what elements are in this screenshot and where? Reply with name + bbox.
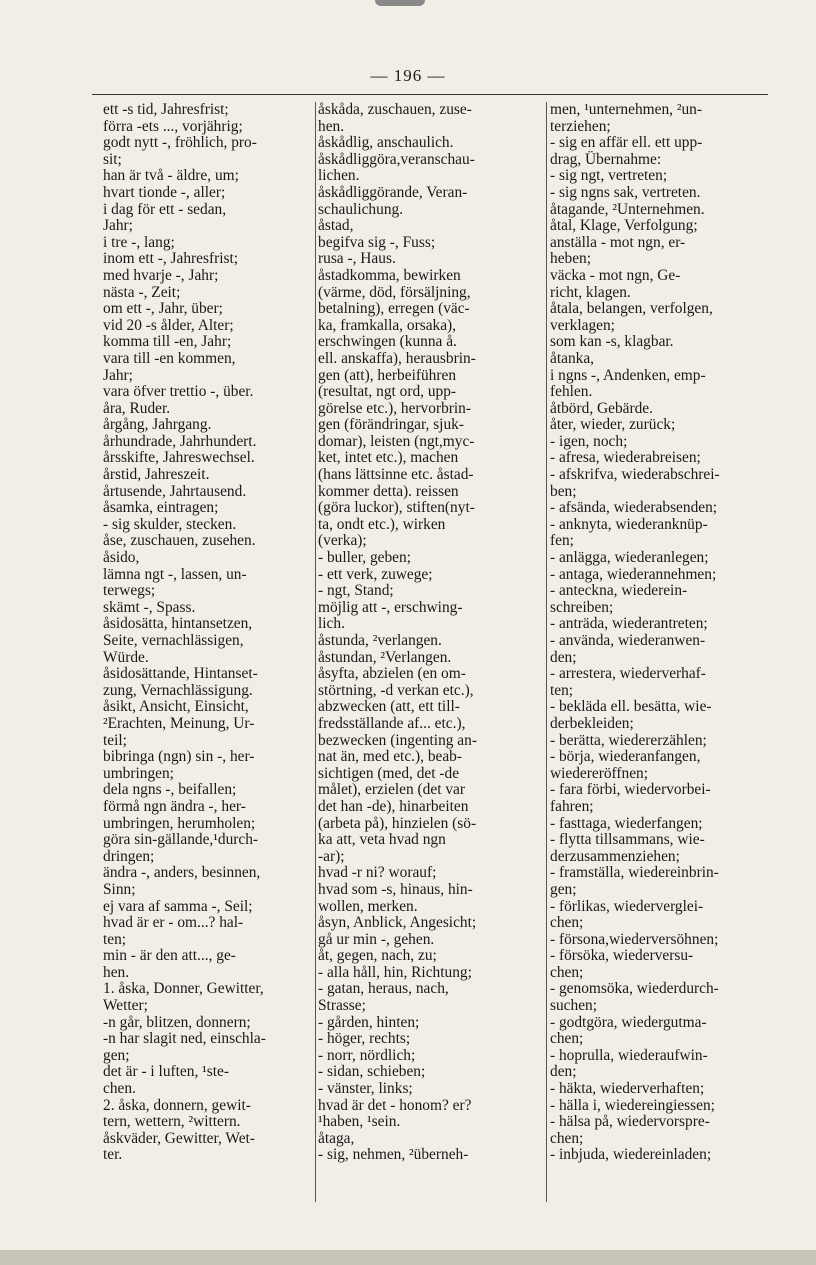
entry-line: åtala, belangen, verfolgen, — [550, 300, 713, 318]
entry-line: årstid, Jahreszeit. — [103, 466, 210, 484]
entry-line: i tre -, lang; — [103, 233, 175, 251]
entry-line: terwegs; — [103, 582, 156, 600]
entry-line: - sig ngns sak, vertreten. — [550, 183, 701, 201]
entry-line: vid 20 -s ålder, Alter; — [103, 316, 234, 334]
entry-line: åtal, Klage, Verfolgung; — [550, 217, 698, 235]
entry-line: betalning), erregen (väc- — [318, 300, 470, 318]
entry-line: men, ¹unternehmen, ²un- — [550, 101, 702, 118]
entry-line: min - är den att..., ge- — [103, 947, 236, 965]
entry-line: - sig en affär ell. ett upp- — [550, 134, 703, 152]
entry-line: verklagen; — [550, 316, 615, 334]
entry-line: terziehen; — [550, 117, 611, 135]
entry-line: bezwecken (ingenting an- — [318, 731, 477, 749]
entry-line: ten; — [103, 930, 127, 948]
entry-line: - godtgöra, wiedergutma- — [550, 1013, 707, 1031]
entry-line: kommer detta). reissen — [318, 482, 459, 500]
entry-line: fen; — [550, 532, 574, 550]
entry-line: århundrade, Jahrhundert. — [103, 432, 257, 450]
entry-line: tern, wettern, ²wittern. — [103, 1113, 241, 1131]
entry-line: abzwecken (att, ett till- — [318, 698, 460, 716]
entry-line: derzusammenziehen; — [550, 847, 680, 865]
entry-line: dringen; — [103, 847, 155, 865]
entry-line: - hälla i, wiedereingiessen; — [550, 1096, 715, 1114]
entry-line: - fara förbi, wiedervorbei- — [550, 781, 711, 799]
entry-line: wollen, merken. — [318, 897, 418, 915]
entry-line: - häkta, wiederverhaften; — [550, 1080, 705, 1098]
entry-line: gen (förändringar, sjuk- — [318, 416, 464, 434]
entry-line: lämna ngt -, lassen, un- — [103, 565, 247, 583]
entry-line: vara till -en kommen, — [103, 349, 236, 367]
entry-line: hvad som -s, hinaus, hin- — [318, 880, 473, 898]
entry-line: åtaga, — [318, 1129, 355, 1147]
entry-line: ka att, veta hvad ngn — [318, 831, 446, 849]
entry-line: väcka - mot ngn, Ge- — [550, 266, 681, 284]
entry-line: - ngt, Stand; — [318, 582, 394, 600]
entry-line: hvad är det - honom? er? — [318, 1096, 472, 1114]
entry-line: godt nytt -, fröhlich, pro- — [103, 134, 257, 152]
entry-line: domar), leisten (ngt,myc- — [318, 432, 475, 450]
entry-line: - alla håll, hin, Richtung; — [318, 963, 472, 981]
entry-line: erschwingen (kunna å. — [318, 333, 457, 351]
entry-line: - berätta, wiedererzählen; — [550, 731, 707, 749]
entry-line: den; — [550, 1063, 577, 1081]
entry-line: hen. — [318, 117, 345, 135]
entry-line: lichen. — [318, 167, 360, 185]
entry-line: åra, Ruder. — [103, 399, 171, 417]
entry-line: ell. anskaffa), herausbrin- — [318, 349, 476, 367]
entry-line: med hvarje -, Jahr; — [103, 266, 219, 284]
entry-line: gen; — [103, 1046, 130, 1064]
entry-line: ter. — [103, 1146, 123, 1164]
entry-line: umbringen, herumholen; — [103, 814, 256, 832]
entry-line: Wetter; — [103, 997, 148, 1015]
entry-line: zung, Vernachlässigung. — [103, 681, 253, 699]
entry-line: (verka); — [318, 532, 367, 550]
entry-line: 1. åska, Donner, Gewitter, — [103, 980, 264, 998]
entry-line: hvad är er - om...? hal- — [103, 914, 244, 932]
entry-line: richt, klagen. — [550, 283, 631, 301]
entry-line: - anträda, wiederantreten; — [550, 615, 708, 633]
entry-line: - höger, rechts; — [318, 1030, 411, 1048]
entry-line: - börja, wiederanfangen, — [550, 748, 701, 766]
entry-line: chen; — [550, 1129, 584, 1147]
column-divider — [546, 102, 547, 1202]
dictionary-column-3 — [550, 102, 772, 1164]
entry-line: som kan -s, klagbar. — [550, 333, 674, 351]
entry-line: - vänster, links; — [318, 1080, 413, 1098]
entry-line: inom ett -, Jahresfrist; — [103, 250, 239, 268]
entry-line: åstad, — [318, 217, 354, 235]
entry-line: derbekleiden; — [550, 714, 634, 732]
entry-line: rusa -, Haus. — [318, 250, 396, 268]
entry-line: - antaga, wiederannehmen; — [550, 565, 717, 583]
entry-line: sichtigen (med, det -de — [318, 764, 460, 782]
entry-line: åskväder, Gewitter, Wet- — [103, 1129, 255, 1147]
entry-line: åter, wieder, zurück; — [550, 416, 676, 434]
entry-line: Strasse; — [318, 997, 366, 1015]
entry-line: - förlikas, wiederverglei- — [550, 897, 704, 915]
entry-line: - flytta tillsammans, wie- — [550, 831, 705, 849]
entry-line: åskådlig, anschaulich. — [318, 134, 454, 152]
entry-line: - gatan, heraus, nach, — [318, 980, 449, 998]
entry-line: Sinn; — [103, 880, 136, 898]
entry-line: - afsända, wiederabsenden; — [550, 499, 718, 517]
entry-line: 2. åska, donnern, gewit- — [103, 1096, 251, 1114]
entry-line: - igen, noch; — [550, 432, 628, 450]
entry-line: årsskifte, Jahreswechsel. — [103, 449, 255, 467]
entry-line: (värme, död, försäljning, — [318, 283, 471, 301]
entry-line: chen; — [550, 963, 584, 981]
entry-line: målet), erzielen (det var — [318, 781, 465, 799]
entry-line: ben; — [550, 482, 577, 500]
entry-line: ¹haben, ¹sein. — [318, 1113, 401, 1131]
entry-line: ket, intet etc.), machen — [318, 449, 459, 467]
dictionary-column-1 — [103, 102, 311, 1164]
entry-line: - arrestera, wiederverhaf- — [550, 665, 706, 683]
entry-line: dela ngns -, beifallen; — [103, 781, 237, 799]
entry-line: -ar); — [318, 847, 345, 865]
entry-line: gå ur min -, gehen. — [318, 930, 435, 948]
entry-line: - buller, geben; — [318, 549, 411, 567]
entry-line: gen (att), herbeiführen — [318, 366, 457, 384]
column-divider — [315, 102, 316, 1202]
entry-line: (arbeta på), hinzielen (sö- — [318, 814, 477, 832]
entry-line: suchen; — [550, 997, 598, 1015]
entry-line: chen; — [550, 914, 584, 932]
entry-line: i ngns -, Andenken, emp- — [550, 366, 706, 384]
entry-line: det är - i luften, ¹ste- — [103, 1063, 229, 1081]
entry-line: åskådliggörande, Veran- — [318, 183, 468, 201]
entry-line: Jahr; — [103, 217, 133, 235]
entry-line: - anknyta, wiederanknüp- — [550, 515, 708, 533]
entry-line: schreiben; — [550, 598, 614, 616]
entry-line: årtusende, Jahrtausend. — [103, 482, 247, 500]
entry-line: (resultat, ngt ord, upp- — [318, 383, 457, 401]
entry-line: åse, zuschauen, zusehen. — [103, 532, 256, 550]
entry-line: ta, ondt etc.), wirken — [318, 515, 446, 533]
entry-line: nästa -, Zeit; — [103, 283, 181, 301]
entry-line: åsidosätta, hintansetzen, — [103, 615, 253, 633]
entry-line: ej vara af samma -, Seil; — [103, 897, 253, 915]
entry-line: hvart tionde -, aller; — [103, 183, 226, 201]
entry-line: åsamka, eintragen; — [103, 499, 219, 517]
entry-line: åt, gegen, nach, zu; — [318, 947, 437, 965]
entry-line: åsyn, Anblick, Angesicht; — [318, 914, 477, 932]
entry-line: wiedereröffnen; — [550, 764, 648, 782]
entry-line: - försöka, wiederversu- — [550, 947, 694, 965]
entry-line: åskåda, zuschauen, zuse- — [318, 101, 472, 118]
entry-line: åsido, — [103, 549, 140, 567]
entry-line: årgång, Jahrgang. — [103, 416, 212, 434]
entry-line: ett -s tid, Jahresfrist; — [103, 101, 229, 118]
entry-line: fahren; — [550, 797, 594, 815]
entry-line: åsyfta, abzielen (en om- — [318, 665, 466, 683]
entry-line: möjlig att -, erschwing- — [318, 598, 463, 616]
entry-line: fredsställande af... etc.), — [318, 714, 466, 732]
entry-line: - anlägga, wiederanlegen; — [550, 549, 709, 567]
entry-line: heben; — [550, 250, 592, 268]
entry-line: - afskrifva, wiederabschrei- — [550, 466, 720, 484]
entry-line: -n har slagit ned, einschla- — [103, 1030, 266, 1048]
entry-line: den; — [550, 648, 577, 666]
entry-line: det han -de), hinarbeiten — [318, 797, 469, 815]
entry-line: - genomsöka, wiederdurch- — [550, 980, 719, 998]
entry-line: åtbörd, Gebärde. — [550, 399, 653, 417]
entry-line: han är två - äldre, um; — [103, 167, 239, 185]
entry-line: - sig, nehmen, ²überneh- — [318, 1146, 469, 1164]
entry-line: - fasttaga, wiederfangen; — [550, 814, 703, 832]
entry-line: åstundan, ²Verlangen. — [318, 648, 452, 666]
entry-line: teil; — [103, 731, 127, 749]
entry-line: Würde. — [103, 648, 149, 666]
entry-line: anställa - mot ngn, er- — [550, 233, 686, 251]
entry-line: görelse etc.), hervorbrin- — [318, 399, 471, 417]
entry-line: - hälsa på, wiedervorspre- — [550, 1113, 710, 1131]
entry-line: skämt -, Spass. — [103, 598, 196, 616]
entry-line: drag, Übernahme: — [550, 150, 662, 168]
entry-line: - använda, wiederanwen- — [550, 632, 706, 649]
entry-line: förmå ngn ändra -, her- — [103, 797, 246, 815]
entry-line: chen; — [550, 1030, 584, 1048]
entry-line: -n går, blitzen, donnern; — [103, 1013, 251, 1031]
entry-line: ändra -, anders, besinnen, — [103, 864, 261, 882]
entry-line: (hans lättsinne etc. åstad- — [318, 466, 474, 484]
entry-line: vara öfver trettio -, über. — [103, 383, 254, 401]
entry-line: fehlen. — [550, 383, 593, 401]
entry-line: - hoprulla, wiederaufwin- — [550, 1046, 708, 1064]
entry-line: - anteckna, wiederein- — [550, 582, 688, 600]
entry-line: ²Erachten, Meinung, Ur- — [103, 714, 255, 732]
entry-line: i dag för ett - sedan, — [103, 200, 227, 218]
dictionary-column-2 — [318, 102, 540, 1164]
entry-line: lich. — [318, 615, 345, 633]
entry-line: - sig ngt, vertreten; — [550, 167, 668, 185]
entry-line: åtagande, ²Unternehmen. — [550, 200, 705, 218]
entry-line: (göra luckor), stiften(nyt- — [318, 499, 475, 517]
entry-line: göra sin-gällande,¹durch- — [103, 831, 259, 849]
entry-line: - inbjuda, wiedereinladen; — [550, 1146, 712, 1164]
entry-line: Jahr; — [103, 366, 133, 384]
entry-line: gen; — [550, 880, 577, 898]
entry-line: begifva sig -, Fuss; — [318, 233, 436, 251]
entry-line: - afresa, wiederabreisen; — [550, 449, 701, 467]
scan-blot — [375, 0, 425, 6]
entry-line: åskådliggöra,veranschau- — [318, 150, 475, 168]
entry-line: chen. — [103, 1080, 136, 1098]
entry-line: nat än, med etc.), beab- — [318, 748, 463, 766]
entry-line: - framställa, wiedereinbrin- — [550, 864, 719, 882]
entry-line: Seite, vernachlässigen, — [103, 632, 244, 649]
entry-line: störtning, -d verkan etc.), — [318, 681, 474, 699]
entry-line: - försona,wiederversöhnen; — [550, 930, 719, 948]
entry-line: hen. — [103, 963, 130, 981]
entry-line: - ett verk, zuwege; — [318, 565, 433, 583]
entry-line: om ett -, Jahr, über; — [103, 300, 223, 318]
entry-line: ka, framkalla, orsaka), — [318, 316, 457, 334]
entry-line: förra -ets ..., vorjährig; — [103, 117, 243, 135]
header-rule — [92, 94, 768, 95]
entry-line: bibringa (ngn) sin -, her- — [103, 748, 255, 766]
page-edge — [0, 1250, 816, 1265]
entry-line: åsikt, Ansicht, Einsicht, — [103, 698, 249, 716]
entry-line: - bekläda ell. besätta, wie- — [550, 698, 712, 716]
page-number: — 196 — — [370, 66, 446, 85]
entry-line: - gården, hinten; — [318, 1013, 420, 1031]
entry-line: sit; — [103, 150, 122, 168]
entry-line: - sig skulder, stecken. — [103, 515, 237, 533]
entry-line: - sidan, schieben; — [318, 1063, 426, 1081]
entry-line: ten; — [550, 681, 574, 699]
entry-line: åtanka, — [550, 349, 595, 367]
entry-line: åsidosättande, Hintanset- — [103, 665, 258, 683]
entry-line: åstadkomma, bewirken — [318, 266, 461, 284]
entry-line: - norr, nördlich; — [318, 1046, 416, 1064]
entry-line: komma till -en, Jahr; — [103, 333, 232, 351]
entry-line: umbringen; — [103, 764, 174, 782]
entry-line: hvad -r ni? worauf; — [318, 864, 437, 882]
entry-line: åstunda, ²verlangen. — [318, 632, 442, 649]
entry-line: schaulichung. — [318, 200, 404, 218]
